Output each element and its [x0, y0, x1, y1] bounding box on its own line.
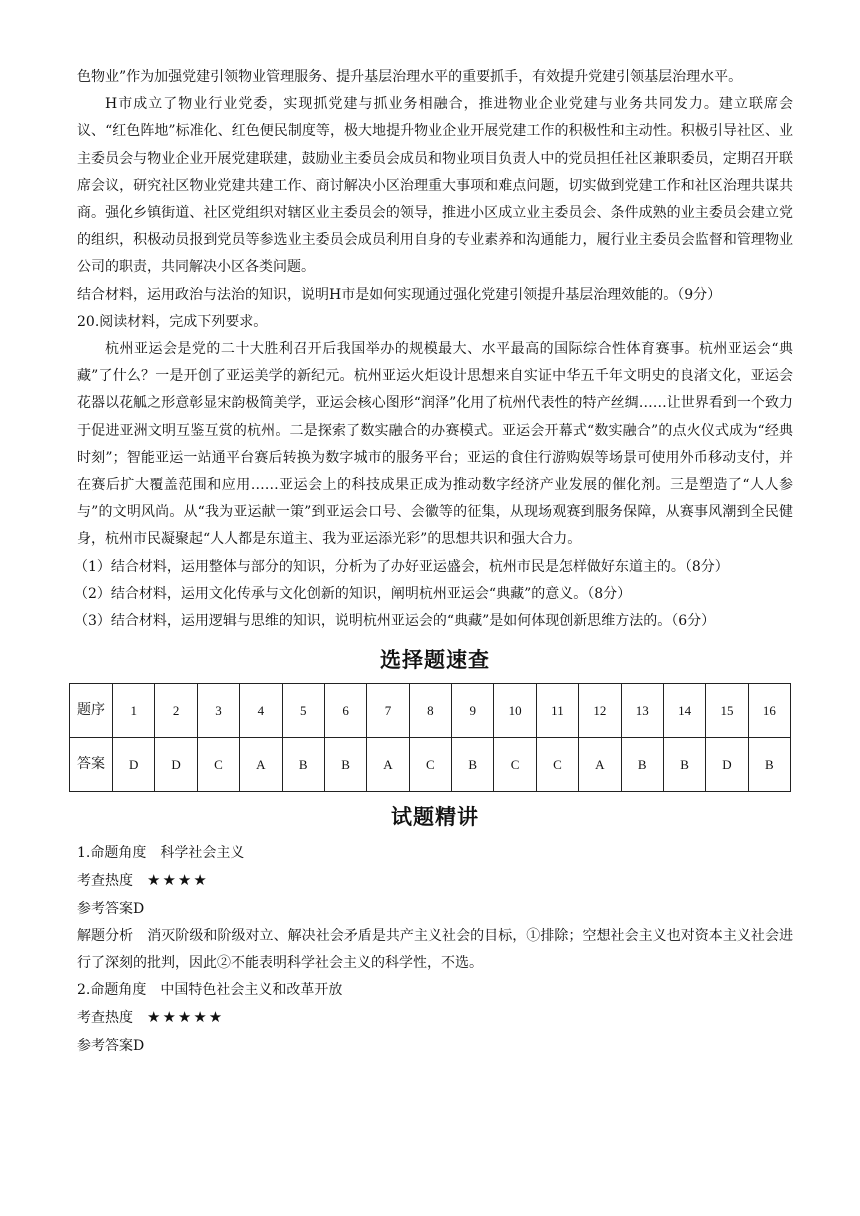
q2-heat-label: 考查热度 [77, 1010, 133, 1027]
quick-check-title: 选择题速查 [380, 648, 490, 673]
row-head-answers: 答案 [70, 738, 113, 792]
number-cell: 15 [706, 684, 748, 738]
paragraph-h-city: H市成立了物业行业党委，实现抓党建与抓业务相融合，推进物业企业党建与业务共同发力。建立联席会议、“红色阵地”标准化、红色便民制度等，极大地提升物业企业开展党建工作的积极性和主动性。积极引导社区、业主委员会与物业企业开展党建联建，鼓励业主委员会成员和物业项目负责人中的党员担任社区兼职委员，定期召开联席会议，研究社区物业党建共建工作、商讨解决小区治理重大事项和难点问题，切实做到党建工作和社区治理共谋共商。强化乡镇街道、社区党组织对辖区业主委员会的领导，推进小区成立业主委员会、条件成熟的业主委员会建立党的组织，积极动员报到党员等参选业主委员会成员利用自身的专业素养和沟通能力，履行业主委员会监督和管理物业公司的职责，共同解决小区各类问题。 [77, 96, 793, 276]
paragraph-continuation: 色物业”作为加强党建引领物业管理服务、提升基层治理水平的重要抓手，有效提升党建引领基层治理水平。 [77, 69, 743, 85]
q1-heat-label: 考查热度 [77, 873, 133, 890]
answer-cell: B [621, 738, 663, 792]
question-20-sub3: （3）结合材料，运用逻辑与思维的知识，说明杭州亚运会的“典藏”是如何体现创新思维方法的。（6分） [74, 613, 716, 630]
star-rating-icon: ★★★★ [147, 871, 209, 890]
row-head-numbers: 题序 [70, 684, 113, 738]
table-row-answers [70, 738, 791, 792]
star-rating-icon: ★★★★★ [147, 1008, 225, 1027]
q1-analysis-label: 解题分析 [77, 927, 134, 944]
number-cell: 10 [494, 684, 536, 738]
number-cell: 3 [197, 684, 239, 738]
answer-cell: B [748, 738, 790, 792]
q1-analysis-text: 消灭阶级和阶级对立、解决社会矛盾是共产主义社会的目标，①排除；空想社会主义也对资本主义社会进行了深刻的批判，因此②不能表明科学社会主义的科学性，不选。 [77, 927, 794, 972]
answer-cell: C [536, 738, 578, 792]
number-cell: 5 [282, 684, 324, 738]
question-20-sub2: （2）结合材料，运用文化传承与文化创新的知识，阐明杭州亚运会“典藏”的意义。（8分） [74, 585, 632, 602]
q2-angle-line [77, 977, 793, 1004]
q1-heat-line [77, 867, 793, 895]
number-cell: 6 [324, 684, 366, 738]
answer-cell: D [113, 738, 155, 792]
number-cell: 16 [748, 684, 790, 738]
answer-cell: B [324, 738, 366, 792]
page-content [74, 64, 794, 1060]
answer-cell: B [452, 738, 494, 792]
question-20-title: 20.阅读材料，完成下列要求。 [77, 313, 268, 330]
table-row-numbers [70, 684, 791, 738]
answer-cell: C [197, 738, 239, 792]
q1-analysis-line [77, 923, 793, 977]
q1-answer: 参考答案D [77, 900, 145, 917]
q1-angle-value: 科学社会主义 [160, 845, 245, 862]
number-cell: 12 [579, 684, 621, 738]
question-19-prompt: 结合材料，运用政治与法治的知识，说明H市是如何实现通过强化党建引领提升基层治理效能的。（9分） [77, 286, 722, 303]
answer-cell: C [494, 738, 536, 792]
answer-cell: C [409, 738, 451, 792]
answer-cell: A [240, 738, 282, 792]
answer-cell: B [282, 738, 324, 792]
q2-answer: 参考答案D [77, 1037, 145, 1054]
q2-heat-line [77, 1004, 793, 1032]
number-cell: 9 [452, 684, 494, 738]
answer-cell: A [367, 738, 409, 792]
number-cell: 11 [536, 684, 578, 738]
q2-angle-value: 中国特色社会主义和改革开放 [160, 982, 343, 999]
answer-cell: A [579, 738, 621, 792]
number-cell: 14 [663, 684, 705, 738]
question-20-sub1: （1）结合材料，运用整体与部分的知识，分析为了办好亚运盛会，杭州市民是怎样做好东道主的。（8分） [74, 558, 729, 575]
answer-cell: D [706, 738, 748, 792]
number-cell: 4 [240, 684, 282, 738]
answer-table [69, 683, 791, 792]
q2-angle-label: 2.命题角度 [77, 982, 147, 999]
number-cell: 7 [367, 684, 409, 738]
number-cell: 1 [113, 684, 155, 738]
number-cell: 2 [155, 684, 197, 738]
answer-cell: B [663, 738, 705, 792]
answer-cell: D [155, 738, 197, 792]
question-20-material: 杭州亚运会是党的二十大胜利召开后我国举办的规模最大、水平最高的国际综合性体育赛事。杭州亚运会“典藏”了什么？一是开创了亚运美学的新纪元。杭州亚运火炬设计思想来自实证中华五千年文明史的良渚文化，亚运会花器以花觚之形意彰显宋韵极简美学，亚运会核心图形“润泽”化用了杭州代表性的特产丝绸……让世界看到一个致力于促进亚洲文明互鉴互赏的杭州。二是探索了数实融合的办赛模式。亚运会开幕式“数实融合”的点火仪式成为“经典时刻”；智能亚运一站通平台赛后转换为数字城市的服务平台；亚运的食住行游购娱等场景可使用外币移动支付，并在赛后扩大覆盖范围和应用……亚运会上的科技成果正成为推动数字经济产业发展的催化剂。三是塑造了“人人参与”的文明风尚。从“我为亚运献一策”到亚运会口号、会徽等的征集，从现场观赛到服务保障，从赛事风潮到全民健身，杭州市民凝聚起“人人都是东道主、我为亚运添光彩”的思想共识和强大合力。 [77, 341, 793, 548]
q1-angle-line [77, 840, 793, 867]
explain-title: 试题精讲 [391, 805, 479, 830]
number-cell: 13 [621, 684, 663, 738]
q1-angle-label: 1.命题角度 [77, 845, 147, 862]
number-cell: 8 [409, 684, 451, 738]
